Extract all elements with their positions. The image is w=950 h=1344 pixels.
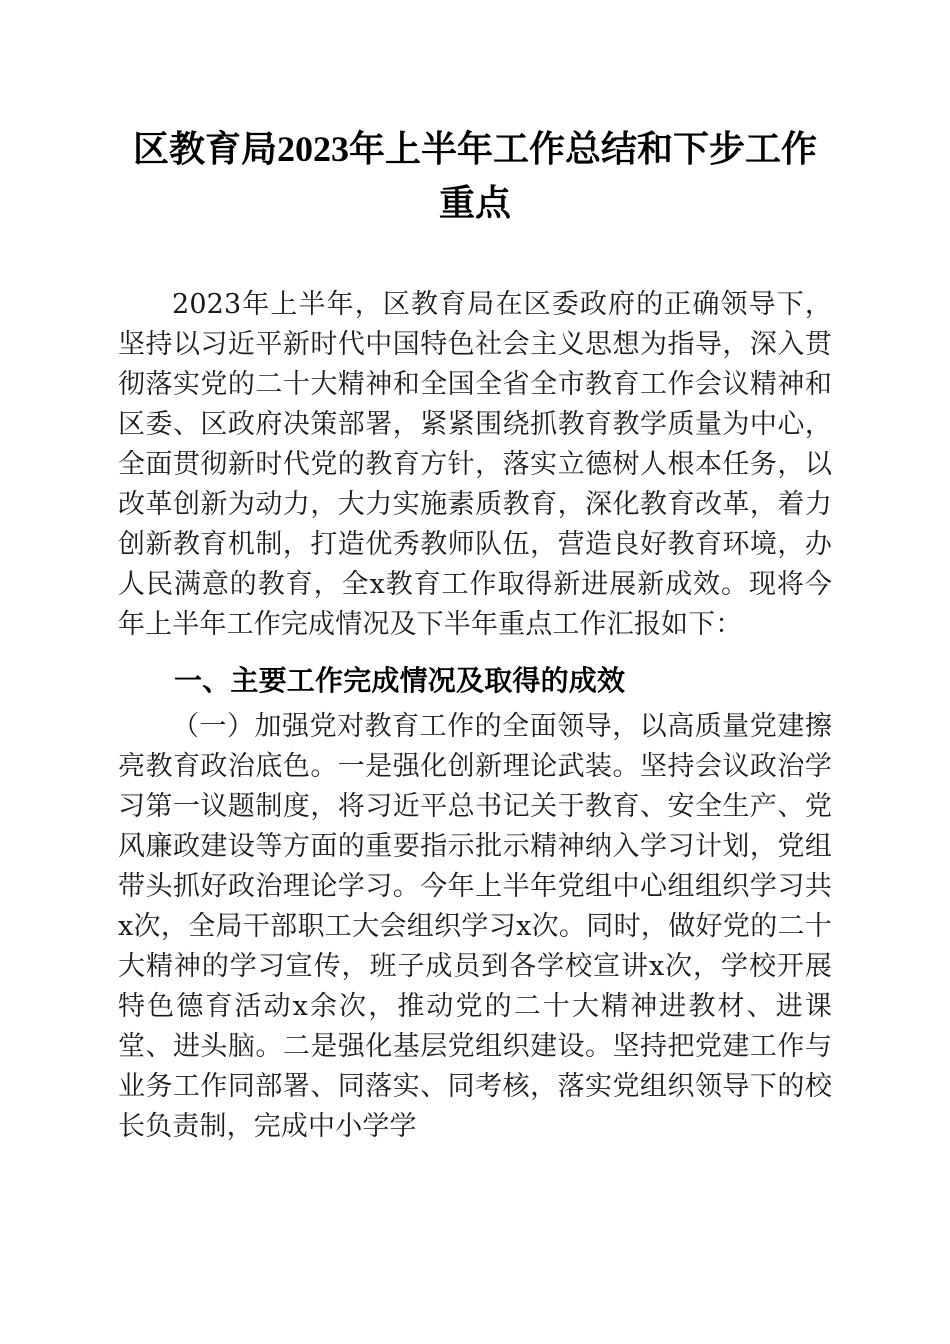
document-body bbox=[118, 0, 832, 1147]
paragraph-intro: 2023年上半年，区教育局在区委政府的正确领导下，坚持以习近平新时代中国特色社会主义思想为指导，深入贯彻落实党的二十大精神和全国全省全市教育工作会议精神和区委、区政府决策部署，紧紧围绕抓教育教学质量为中心，全面贯彻新时代党的教育方针，落实立德树人根本任务，以改革创新为动力，大力实施素质教育，深化教育改革，着力创新教育机制，打造优秀教师队伍，营造良好教育环境，办人民满意的教育，全x教育工作取得新进展新成效。现将今年上半年工作完成情况及下半年重点工作汇报如下： bbox=[118, 289, 832, 640]
paragraph-item-one: （一）加强党对教育工作的全面领导，以高质量党建擦亮教育政治底色。一是强化创新理论武装。坚持会议政治学习第一议题制度，将习近平总书记关于教育、安全生产、党风廉政建设等方面的重要指示批示精神纳入学习计划，党组带头抓好政治理论学习。今年上半年党组中心组组织学习共x次，全局干部职工大会组织学习x次。同时，做好党的二十大精神的学习宣传，班子成员到各学校宣讲x次，学校开展特色德育活动x余次，推动党的二十大精神进教材、进课堂、进头脑。二是强化基层党组织建设。坚持把党建工作与业务工作同部署、同落实、同考核，落实党组织领导下的校长负责制，完成中小学学 bbox=[118, 711, 832, 1142]
page-title: 区教育局2023年上半年工作总结和下步工作重点 bbox=[132, 129, 817, 223]
section-heading-one: 一、主要工作完成情况及取得的成效 bbox=[174, 665, 626, 696]
